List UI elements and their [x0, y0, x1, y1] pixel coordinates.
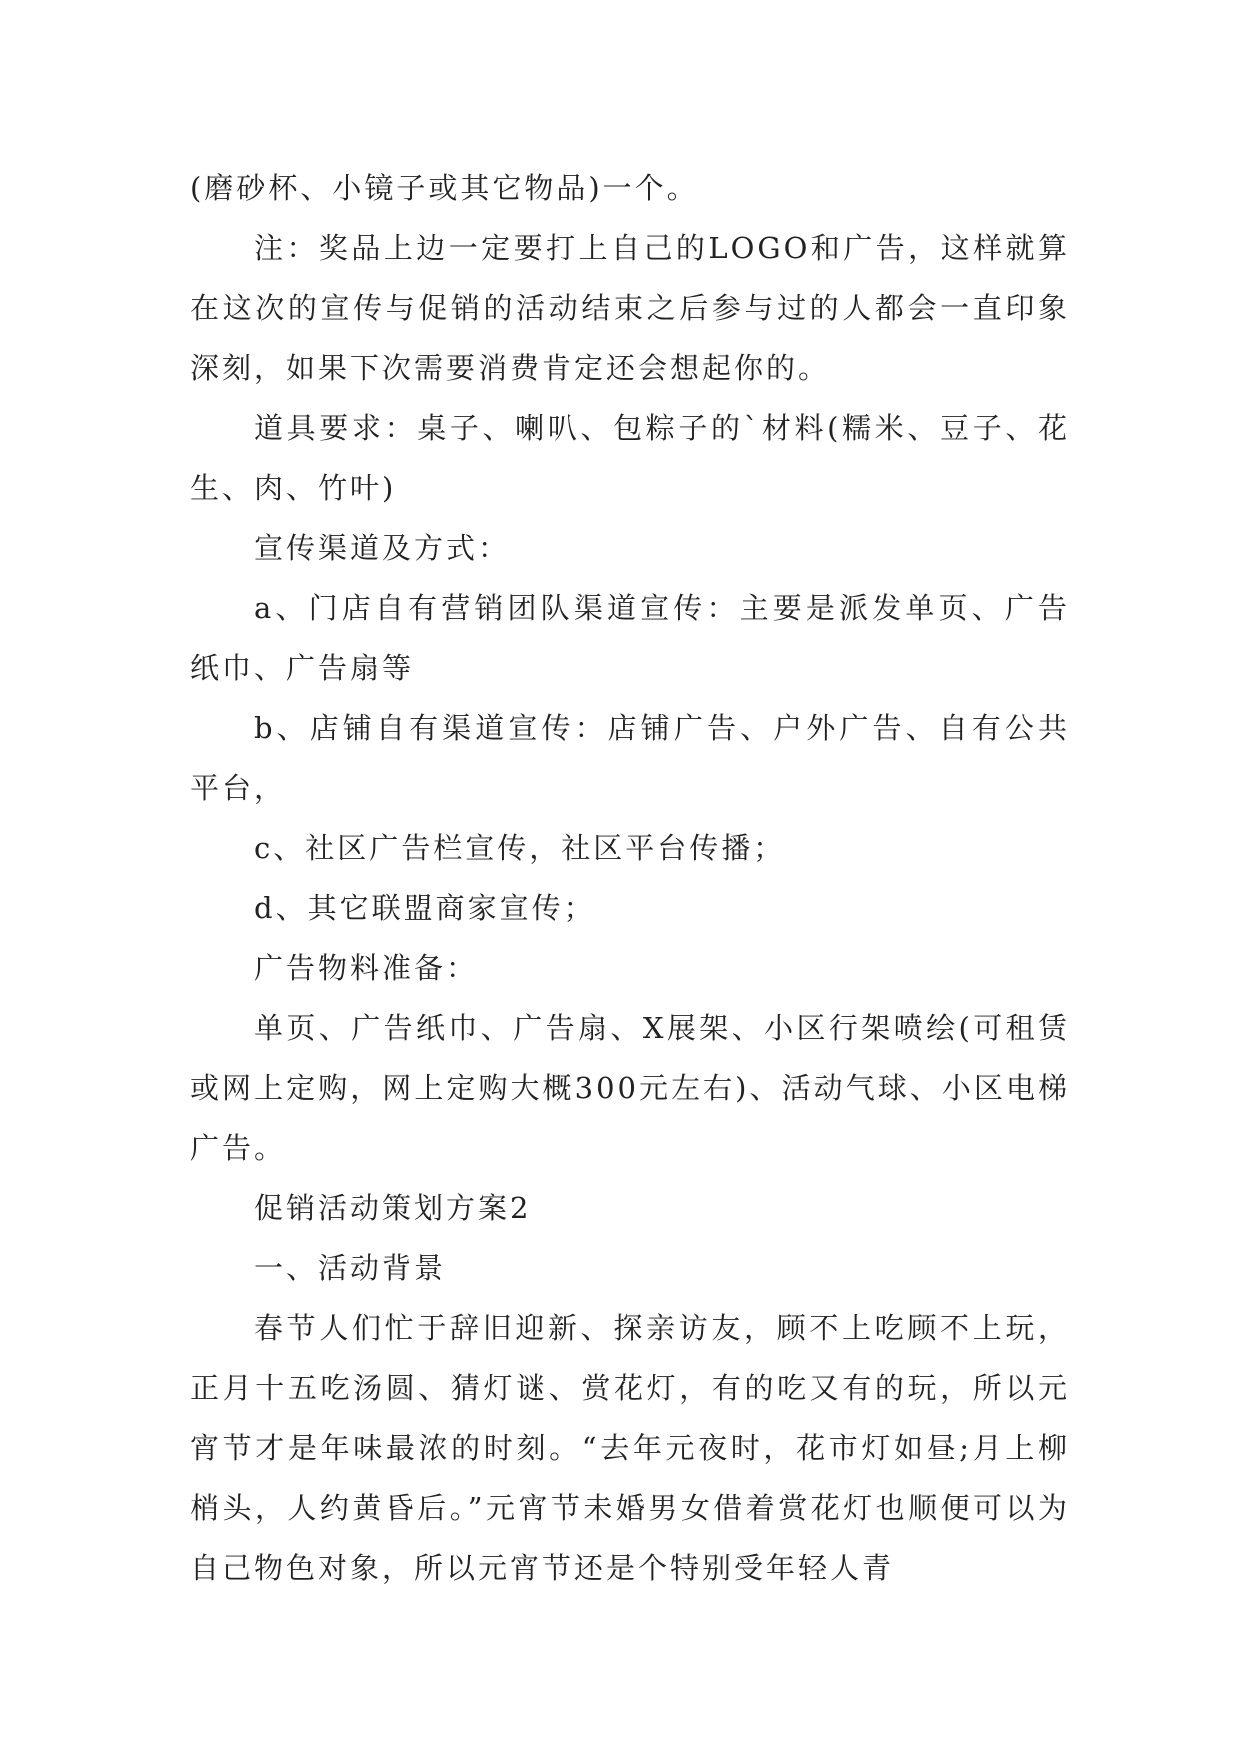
section-title-plan-2: 促销活动策划方案2: [254, 1191, 532, 1225]
paragraph-channel-d: d、其它联盟商家宣传；: [254, 891, 596, 925]
paragraph-channel-c: c、社区广告栏宣传，社区平台传播；: [254, 831, 786, 865]
paragraph-materials-list: 单页、广告纸巾、广告扇、X展架、小区行架喷绘(可租赁或网上定购，网上定购大概300元左右)、活动气球、小区电梯广告。: [190, 1011, 1070, 1165]
paragraph-background-text: 春节人们忙于辞旧迎新、探亲访友，顾不上吃顾不上玩，正月十五吃汤圆、猜灯谜、赏花灯，有的吃又有的玩，所以元宵节才是年味最浓的时刻。“去年元夜时，花市灯如昼;月上柳梢头，人约黄昏后。”元宵节未婚男女借着赏花灯也顺便可以为自己物色对象，所以元宵节还是个特别受年轻人青: [190, 1311, 1070, 1585]
section-heading-background: 一、活动背景: [254, 1251, 447, 1285]
paragraph-prize-note: 注：奖品上边一定要打上自己的LOGO和广告，这样就算在这次的宣传与促销的活动结束之后参与过的人都会一直印象深刻，如果下次需要消费肯定还会想起你的。: [190, 231, 1070, 385]
paragraph-channel-a: a、门店自有营销团队渠道宣传：主要是派发单页、广告纸巾、广告扇等: [190, 591, 1070, 685]
paragraph-channel-b: b、店铺自有渠道宣传：店铺广告、户外广告、自有公共平台，: [190, 711, 1070, 805]
paragraph-prize-items: (磨砂杯、小镜子或其它物品)一个。: [190, 171, 699, 205]
paragraph-materials-heading: 广告物料准备：: [254, 951, 479, 985]
paragraph-props-requirements: 道具要求：桌子、喇叭、包粽子的`材料(糯米、豆子、花生、肉、竹叶): [190, 411, 1070, 505]
document-body: [190, 158, 1070, 1598]
paragraph-channels-heading: 宣传渠道及方式：: [254, 531, 511, 565]
